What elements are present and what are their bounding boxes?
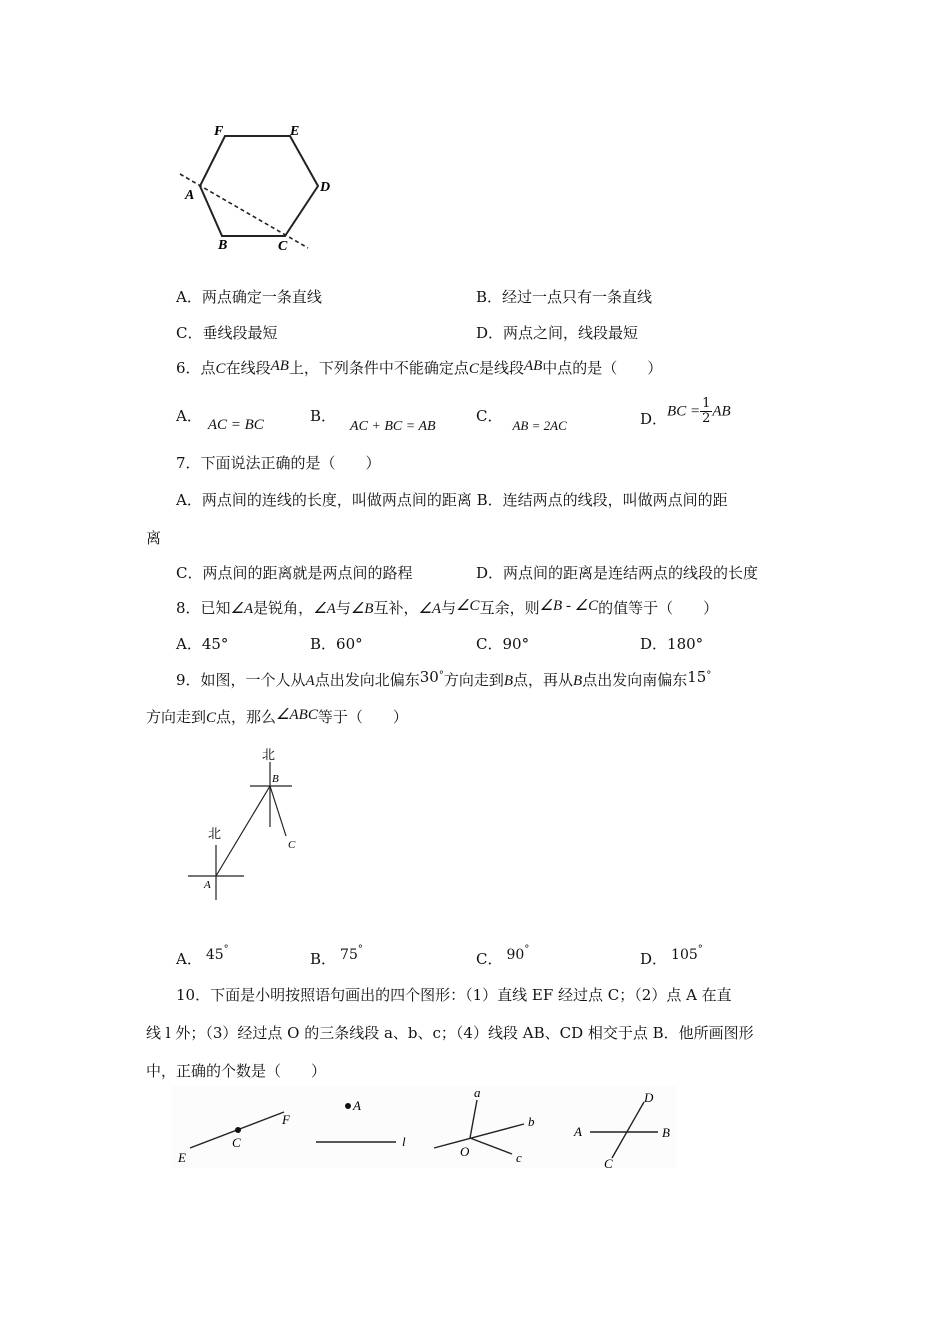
hexagon-figure <box>170 118 340 258</box>
label-f: F <box>214 124 224 139</box>
q9-option-d: D． 105° <box>640 944 703 968</box>
q8-option-c: C．90° <box>476 635 530 653</box>
label-e: E <box>290 124 300 139</box>
q10-stem-line3: 中，正确的个数是（ ） <box>146 1062 327 1080</box>
fig2-label-l: l <box>402 1134 406 1149</box>
q5-option-d: D．两点之间，线段最短 <box>476 324 639 342</box>
fig3-label-o: O <box>460 1144 470 1159</box>
q7-option-a-b: A．两点间的连线的长度，叫做两点间的距离 B．连结两点的线段，叫做两点间的距 <box>176 491 728 509</box>
q9-option-b: B． 75° <box>310 944 363 968</box>
q7-option-d: D．两点间的距离是连结两点的线段的长度 <box>476 564 759 582</box>
q5-option-c: C．垂线段最短 <box>176 324 278 342</box>
q6-stem: 6．点C在线段AB上，下列条件中不能确定点C是线段AB中点的是（ ） <box>176 358 663 377</box>
fig4-label-b: B <box>662 1125 670 1140</box>
label-d: D <box>320 180 331 195</box>
q8-option-d: D．180° <box>640 635 704 653</box>
q10-stem-line2: 线 l 外；（3）经过点 O 的三条线段 a、b、c；（4）线段 AB、CD 相交于点 B．他所画图形 <box>146 1024 754 1042</box>
fig2-label-a: A <box>353 1098 361 1113</box>
q7-option-c: C．两点间的距离就是两点间的路程 <box>176 564 413 582</box>
path-ab <box>216 786 270 876</box>
path-bc <box>270 786 286 836</box>
compass-figure <box>180 742 320 902</box>
q8-option-a: A．45° <box>176 635 229 653</box>
four-figures <box>172 1086 676 1170</box>
point-c <box>235 1127 241 1133</box>
fig4-label-d: D <box>644 1090 654 1105</box>
fig3-label-c: c <box>516 1150 522 1165</box>
point-a <box>345 1103 351 1109</box>
q6-option-a: A． AC = BC <box>176 407 264 433</box>
fig1-label-f: F <box>282 1112 290 1127</box>
q6-option-d: D．BC = $\frac{1}{2}$ AB <box>640 396 731 428</box>
fig3-label-b: b <box>528 1114 535 1129</box>
fig1-label-c: C <box>232 1135 241 1150</box>
label-a: A <box>204 879 211 891</box>
label-a: A <box>185 188 195 203</box>
fig1-label-e: E <box>178 1150 186 1165</box>
q5-option-b: B．经过一点只有一条直线 <box>476 288 653 306</box>
q6-option-b: B．AC + BC = AB <box>310 407 436 434</box>
fig3-label-a: a <box>474 1086 481 1100</box>
fig4-label-c: C <box>604 1156 613 1170</box>
fig4-label-a: A <box>574 1124 582 1139</box>
label-c: C <box>288 839 296 851</box>
q5-option-a: A．两点确定一条直线 <box>176 288 322 306</box>
q8-stem: 8．已知∠A是锐角，∠A与∠B互补，∠A与∠C互余，则∠B - ∠C的值等于（ ） <box>176 598 719 617</box>
label-b: B <box>272 773 279 785</box>
hexagon-shape <box>200 136 318 236</box>
q7-option-a-b-cont: 离 <box>146 529 162 547</box>
label-c: C <box>278 239 288 254</box>
q6-option-c: C．AB = 2AC <box>476 407 567 433</box>
label-b: B <box>218 238 228 253</box>
q10-stem-line1: 10．下面是小明按照语句画出的四个图形：（1）直线 EF 经过点 C；（2）点 A 在直 <box>176 986 732 1004</box>
q9-stem-line1: 9．如图，一个人从A点出发向北偏东30°方向走到B点，再从B点出发向南偏东15° <box>176 668 712 689</box>
fraction-one-half: $\frac{1}{2}$ <box>702 396 711 426</box>
north-label-a: 北 <box>208 827 222 842</box>
q9-option-c: C． 90° <box>476 944 530 968</box>
q8-option-b: B．60° <box>310 635 363 653</box>
q9-option-a: A． 45° <box>176 944 229 968</box>
q7-stem: 7．下面说法正确的是（ ） <box>176 454 381 472</box>
north-label-b: 北 <box>262 748 276 763</box>
q9-stem-line2: 方向走到C点，那么∠ABC等于（ ） <box>146 707 408 726</box>
